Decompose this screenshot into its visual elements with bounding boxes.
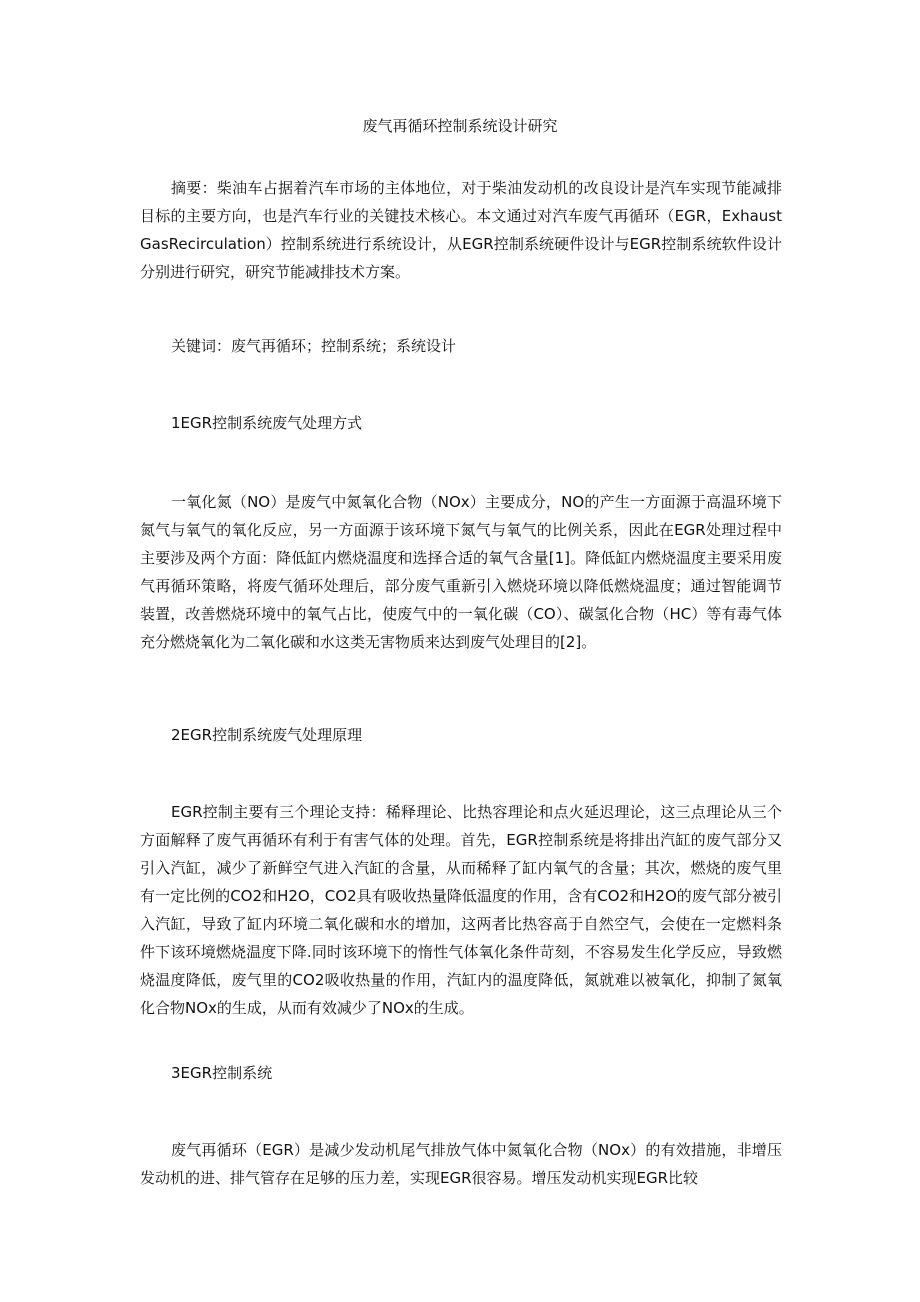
section-1-heading: 1EGR控制系统废气处理方式 bbox=[171, 414, 363, 432]
section-3-heading: 3EGR控制系统 bbox=[171, 1064, 273, 1082]
keywords-line: 关键词：废气再循环；控制系统；系统设计 bbox=[171, 337, 457, 355]
section-2-heading: 2EGR控制系统废气处理原理 bbox=[171, 726, 363, 744]
abstract-paragraph: 摘要：柴油车占据着汽车市场的主体地位，对于柴油发动机的改良设计是汽车实现节能减排目标的主要方向，也是汽车行业的关键技术核心。本文通过对汽车废气再循环（EGR，ExhaustGasRecirculation）控制系统进行系统设计，从EGR控制系统硬件设计与EGR控制系统软件设计分别进行研究，研究节能减排技术方案。 bbox=[140, 179, 782, 281]
document-title: 废气再循环控制系统设计研究 bbox=[362, 117, 558, 135]
section-1-paragraph: 一氧化氮（NO）是废气中氮氧化合物（NOx）主要成分，NO的产生一方面源于高温环境下氮气与氧气的氧化反应，另一方面源于该环境下氮气与氧气的比例关系，因此在EGR处理过程中主要涉及两个方面：降低缸内燃烧温度和选择合适的氧气含量[1]。降低缸内燃烧温度主要采用废气再循环策略，将废气循环处理后，部分废气重新引入燃烧环境以降低燃烧温度；通过智能调节装置，改善燃烧环境中的氧气占比，使废气中的一氧化碳（CO）、碳氢化合物（HC）等有毒气体充分燃烧氧化为二氧化碳和水这类无害物质来达到废气处理目的[2]。 bbox=[140, 493, 782, 651]
section-2-paragraph: EGR控制主要有三个理论支持：稀释理论、比热容理论和点火延迟理论，这三点理论从三个方面解释了废气再循环有利于有害气体的处理。首先，EGR控制系统是将排出汽缸的废气部分又引入汽缸，减少了新鲜空气进入汽缸的含量，从而稀释了缸内氧气的含量；其次，燃烧的废气里有一定比例的CO2和H2O，CO2具有吸收热量降低温度的作用，含有CO2和H2O的废气部分被引入汽缸，导致了缸内环境二氧化碳和水的增加，这两者比热容高于自然空气，会使在一定燃料条件下该环境燃烧温度下降.同时该环境下的惰性气体氧化条件苛刻，不容易发生化学反应，导致燃烧温度降低，废气里的CO2吸收热量的作用，汽缸内的温度降低，氮就难以被氧化，抑制了氮氧化合物NOx的生成，从而有效减少了NOx的生成。 bbox=[140, 803, 782, 1017]
section-3-paragraph: 废气再循环（EGR）是减少发动机尾气排放气体中氮氧化合物（NOx）的有效措施，非增压发动机的进、排气管存在足够的压力差，实现EGR很容易。增压发动机实现EGR比较 bbox=[140, 1141, 782, 1187]
